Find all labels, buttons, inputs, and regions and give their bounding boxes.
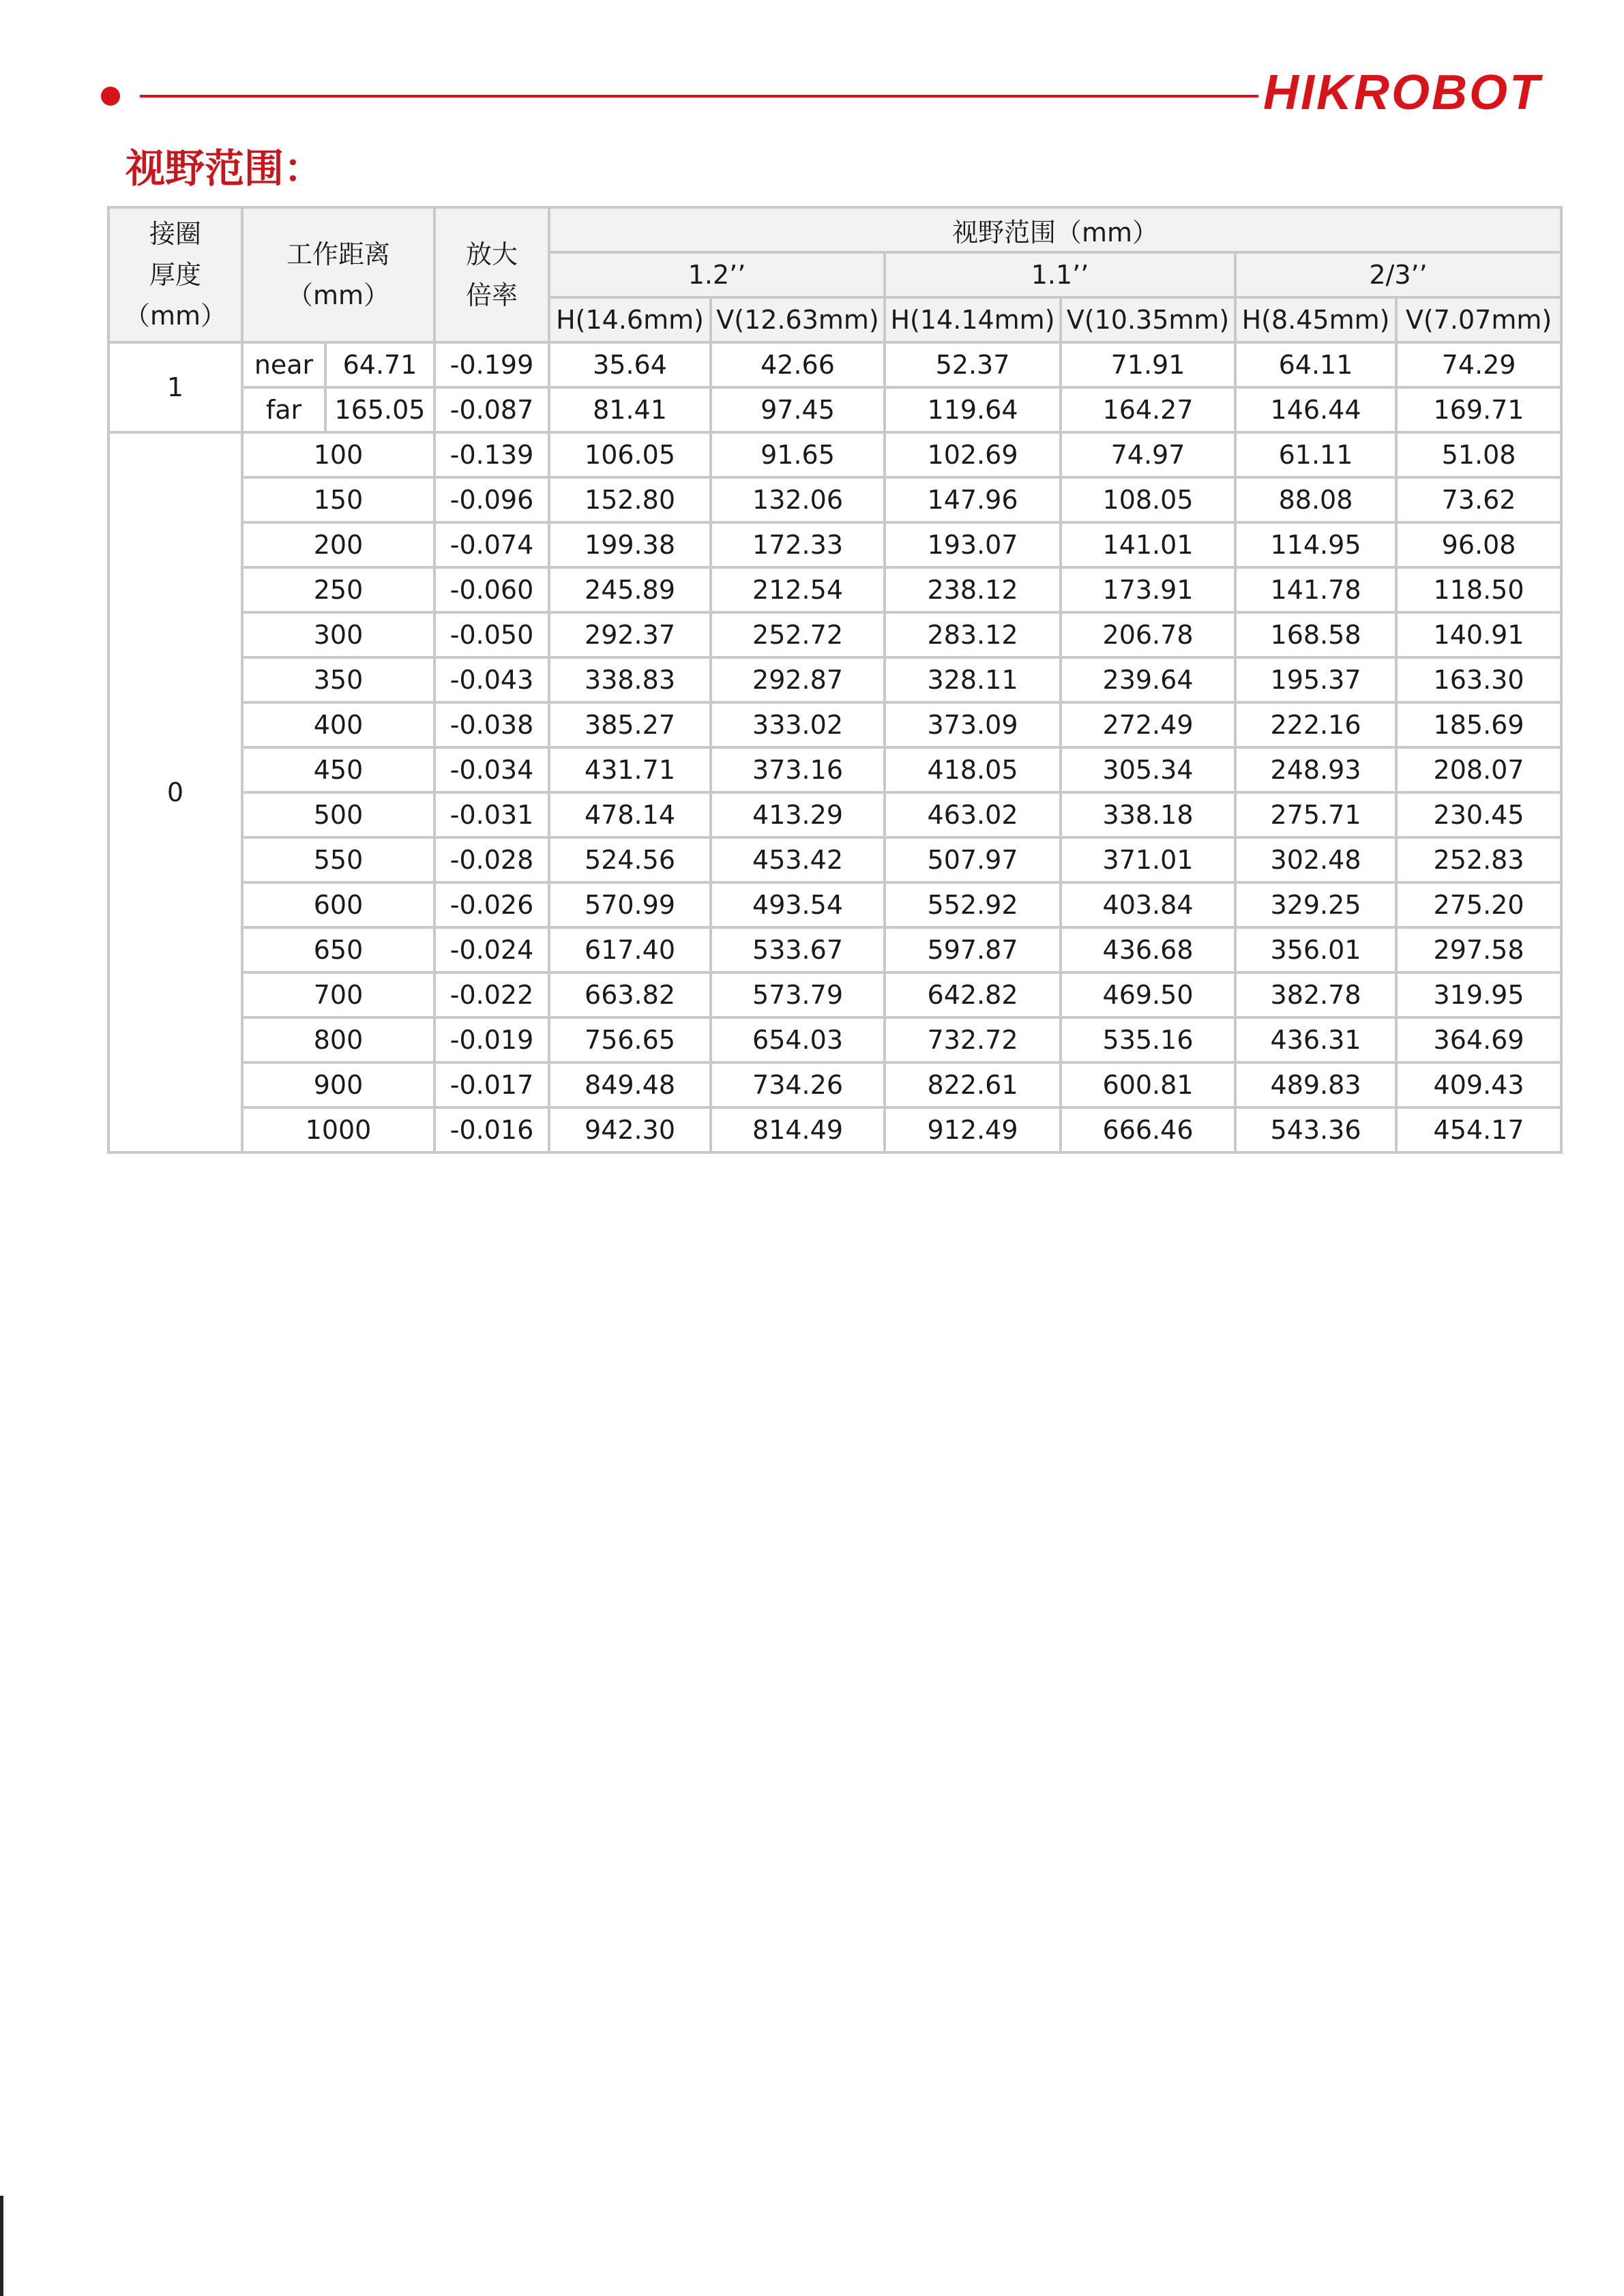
magnification-cell: -0.038 xyxy=(434,702,549,747)
fov-value-cell: 152.80 xyxy=(549,477,711,522)
fov-value-cell: 666.46 xyxy=(1061,1107,1235,1152)
fov-value-cell: 385.27 xyxy=(549,702,711,747)
fov-value-cell: 51.08 xyxy=(1396,432,1561,477)
working-distance-cell: 900 xyxy=(242,1062,434,1107)
col-ring-thickness xyxy=(108,207,242,342)
fov-value-cell: 942.30 xyxy=(549,1107,711,1152)
ring-thickness-cell: 0 xyxy=(108,432,242,1152)
fov-sub-header: V(7.07mm) xyxy=(1396,297,1561,342)
working-distance-cell: 250 xyxy=(242,567,434,612)
table-row xyxy=(108,927,1561,972)
magnification-cell: -0.026 xyxy=(434,882,549,927)
table-row xyxy=(108,522,1561,567)
working-distance-cell: 800 xyxy=(242,1017,434,1062)
fov-value-cell: 108.05 xyxy=(1061,477,1235,522)
fov-value-cell: 543.36 xyxy=(1235,1107,1396,1152)
fov-value-cell: 140.91 xyxy=(1396,612,1561,657)
fov-value-cell: 169.71 xyxy=(1396,387,1561,432)
fov-value-cell: 61.11 xyxy=(1235,432,1396,477)
fov-value-cell: 409.43 xyxy=(1396,1062,1561,1107)
fov-value-cell: 305.34 xyxy=(1061,747,1235,792)
fov-value-cell: 814.49 xyxy=(711,1107,885,1152)
fov-value-cell: 73.62 xyxy=(1396,477,1561,522)
fov-value-cell: 195.37 xyxy=(1235,657,1396,702)
fov-value-cell: 96.08 xyxy=(1396,522,1561,567)
table-row xyxy=(108,702,1561,747)
fov-value-cell: 52.37 xyxy=(885,342,1061,387)
fov-value-cell: 453.42 xyxy=(711,837,885,882)
fov-value-cell: 141.01 xyxy=(1061,522,1235,567)
fov-value-cell: 431.71 xyxy=(549,747,711,792)
col-wd-line: （mm） xyxy=(286,280,390,310)
fov-value-cell: 252.83 xyxy=(1396,837,1561,882)
fov-value-cell: 436.31 xyxy=(1235,1017,1396,1062)
fov-value-cell: 849.48 xyxy=(549,1062,711,1107)
table-row xyxy=(108,567,1561,612)
fov-sub-header: V(10.35mm) xyxy=(1061,297,1235,342)
col-ring-line: （mm） xyxy=(123,301,227,331)
fov-value-cell: 533.67 xyxy=(711,927,885,972)
fov-value-cell: 173.91 xyxy=(1061,567,1235,612)
working-distance-cell: 64.71 xyxy=(325,342,434,387)
fov-value-cell: 333.02 xyxy=(711,702,885,747)
fov-value-cell: 275.71 xyxy=(1235,792,1396,837)
fov-value-cell: 239.64 xyxy=(1061,657,1235,702)
table-row xyxy=(108,612,1561,657)
table-row xyxy=(108,1062,1561,1107)
logo-robot: ROBOT xyxy=(1354,65,1541,120)
logo-hik: HIK xyxy=(1263,65,1354,120)
fov-value-cell: 132.06 xyxy=(711,477,885,522)
fov-value-cell: 302.48 xyxy=(1235,837,1396,882)
fov-value-cell: 292.87 xyxy=(711,657,885,702)
table-row xyxy=(108,387,1561,432)
fov-value-cell: 454.17 xyxy=(1396,1107,1561,1152)
col-mag-line: 倍率 xyxy=(466,280,518,310)
table-row xyxy=(108,1107,1561,1152)
field-of-view-table xyxy=(107,206,1563,1154)
fov-value-cell: 418.05 xyxy=(885,747,1061,792)
fov-value-cell: 275.20 xyxy=(1396,882,1561,927)
fov-value-cell: 371.01 xyxy=(1061,837,1235,882)
col-ring-line: 厚度 xyxy=(149,260,201,290)
working-distance-cell: 300 xyxy=(242,612,434,657)
fov-value-cell: 91.65 xyxy=(711,432,885,477)
table-row xyxy=(108,882,1561,927)
fov-value-cell: 373.09 xyxy=(885,702,1061,747)
fov-value-cell: 297.58 xyxy=(1396,927,1561,972)
fov-value-cell: 292.37 xyxy=(549,612,711,657)
fov-value-cell: 206.78 xyxy=(1061,612,1235,657)
fov-value-cell: 463.02 xyxy=(885,792,1061,837)
fov-value-cell: 654.03 xyxy=(711,1017,885,1062)
working-distance-cell: 400 xyxy=(242,702,434,747)
fov-value-cell: 283.12 xyxy=(885,612,1061,657)
magnification-cell: -0.139 xyxy=(434,432,549,477)
table-row xyxy=(108,342,1561,387)
header-dot xyxy=(101,87,120,106)
fov-value-cell: 436.68 xyxy=(1061,927,1235,972)
distance-label-cell: near xyxy=(242,342,325,387)
magnification-cell: -0.031 xyxy=(434,792,549,837)
fov-value-cell: 163.30 xyxy=(1396,657,1561,702)
fov-value-cell: 663.82 xyxy=(549,972,711,1017)
working-distance-cell: 500 xyxy=(242,792,434,837)
working-distance-cell: 700 xyxy=(242,972,434,1017)
magnification-cell: -0.017 xyxy=(434,1062,549,1107)
magnification-cell: -0.019 xyxy=(434,1017,549,1062)
table-body xyxy=(108,342,1561,1152)
fov-value-cell: 118.50 xyxy=(1396,567,1561,612)
fov-value-cell: 208.07 xyxy=(1396,747,1561,792)
fov-value-cell: 552.92 xyxy=(885,882,1061,927)
table-head xyxy=(108,207,1561,342)
working-distance-cell: 100 xyxy=(242,432,434,477)
fov-value-cell: 245.89 xyxy=(549,567,711,612)
fov-value-cell: 493.54 xyxy=(711,882,885,927)
fov-value-cell: 230.45 xyxy=(1396,792,1561,837)
fov-value-cell: 507.97 xyxy=(885,837,1061,882)
working-distance-cell: 600 xyxy=(242,882,434,927)
magnification-cell: -0.022 xyxy=(434,972,549,1017)
fov-value-cell: 81.41 xyxy=(549,387,711,432)
fov-value-cell: 71.91 xyxy=(1061,342,1235,387)
fov-value-cell: 42.66 xyxy=(711,342,885,387)
fov-value-cell: 373.16 xyxy=(711,747,885,792)
col-working-distance xyxy=(242,207,434,342)
col-ring-line: 接圈 xyxy=(149,219,201,249)
working-distance-cell: 1000 xyxy=(242,1107,434,1152)
fov-value-cell: 329.25 xyxy=(1235,882,1396,927)
fov-value-cell: 524.56 xyxy=(549,837,711,882)
table-row xyxy=(108,477,1561,522)
working-distance-cell: 550 xyxy=(242,837,434,882)
magnification-cell: -0.043 xyxy=(434,657,549,702)
magnification-cell: -0.060 xyxy=(434,567,549,612)
fov-value-cell: 193.07 xyxy=(885,522,1061,567)
fov-value-cell: 222.16 xyxy=(1235,702,1396,747)
fov-value-cell: 164.27 xyxy=(1061,387,1235,432)
fov-value-cell: 403.84 xyxy=(1061,882,1235,927)
magnification-cell: -0.034 xyxy=(434,747,549,792)
fov-sub-header: V(12.63mm) xyxy=(711,297,885,342)
fov-value-cell: 597.87 xyxy=(885,927,1061,972)
fov-value-cell: 185.69 xyxy=(1396,702,1561,747)
fov-value-cell: 478.14 xyxy=(549,792,711,837)
fov-value-cell: 168.58 xyxy=(1235,612,1396,657)
magnification-cell: -0.016 xyxy=(434,1107,549,1152)
working-distance-cell: 200 xyxy=(242,522,434,567)
table-row xyxy=(108,837,1561,882)
header-rule xyxy=(140,95,1258,98)
table-row xyxy=(108,1017,1561,1062)
fov-value-cell: 328.11 xyxy=(885,657,1061,702)
working-distance-cell: 650 xyxy=(242,927,434,972)
magnification-cell: -0.028 xyxy=(434,837,549,882)
magnification-cell: -0.087 xyxy=(434,387,549,432)
fov-value-cell: 102.69 xyxy=(885,432,1061,477)
fov-value-cell: 356.01 xyxy=(1235,927,1396,972)
magnification-cell: -0.024 xyxy=(434,927,549,972)
fov-value-cell: 212.54 xyxy=(711,567,885,612)
table-row xyxy=(108,972,1561,1017)
fov-value-cell: 822.61 xyxy=(885,1062,1061,1107)
table-row xyxy=(108,792,1561,837)
fov-value-cell: 642.82 xyxy=(885,972,1061,1017)
fov-value-cell: 338.18 xyxy=(1061,792,1235,837)
fov-value-cell: 573.79 xyxy=(711,972,885,1017)
working-distance-cell: 450 xyxy=(242,747,434,792)
fov-value-cell: 734.26 xyxy=(711,1062,885,1107)
fov-value-cell: 489.83 xyxy=(1235,1062,1396,1107)
section-title: 视野范围： xyxy=(126,145,324,192)
fov-group-header: 视野范围（mm） xyxy=(549,207,1561,252)
hikrobot-logo xyxy=(1263,65,1541,120)
magnification-cell: -0.050 xyxy=(434,612,549,657)
fov-value-cell: 248.93 xyxy=(1235,747,1396,792)
fov-value-cell: 413.29 xyxy=(711,792,885,837)
working-distance-cell: 350 xyxy=(242,657,434,702)
working-distance-cell: 150 xyxy=(242,477,434,522)
magnification-cell: -0.096 xyxy=(434,477,549,522)
ring-thickness-cell: 1 xyxy=(108,342,242,432)
sensor-size-header: 1.1’’ xyxy=(885,252,1235,297)
col-wd-line: 工作距离 xyxy=(286,239,391,269)
fov-value-cell: 756.65 xyxy=(549,1017,711,1062)
fov-value-cell: 141.78 xyxy=(1235,567,1396,612)
fov-value-cell: 912.49 xyxy=(885,1107,1061,1152)
fov-value-cell: 338.83 xyxy=(549,657,711,702)
fov-sub-header: H(8.45mm) xyxy=(1235,297,1396,342)
fov-value-cell: 732.72 xyxy=(885,1017,1061,1062)
working-distance-cell: 165.05 xyxy=(325,387,434,432)
fov-value-cell: 88.08 xyxy=(1235,477,1396,522)
fov-value-cell: 617.40 xyxy=(549,927,711,972)
fov-value-cell: 172.33 xyxy=(711,522,885,567)
fov-value-cell: 570.99 xyxy=(549,882,711,927)
fov-value-cell: 74.97 xyxy=(1061,432,1235,477)
fov-value-cell: 147.96 xyxy=(885,477,1061,522)
fov-value-cell: 64.11 xyxy=(1235,342,1396,387)
distance-label-cell: far xyxy=(242,387,325,432)
magnification-cell: -0.199 xyxy=(434,342,549,387)
fov-value-cell: 97.45 xyxy=(711,387,885,432)
table-row xyxy=(108,747,1561,792)
sensor-size-header: 1.2’’ xyxy=(549,252,885,297)
fov-value-cell: 146.44 xyxy=(1235,387,1396,432)
fov-value-cell: 364.69 xyxy=(1396,1017,1561,1062)
fov-value-cell: 319.95 xyxy=(1396,972,1561,1017)
fov-value-cell: 106.05 xyxy=(549,432,711,477)
fov-value-cell: 35.64 xyxy=(549,342,711,387)
fov-value-cell: 238.12 xyxy=(885,567,1061,612)
fov-value-cell: 600.81 xyxy=(1061,1062,1235,1107)
fov-sub-header: H(14.14mm) xyxy=(885,297,1061,342)
page-edge-mark xyxy=(0,2196,3,2296)
fov-value-cell: 199.38 xyxy=(549,522,711,567)
table-row xyxy=(108,657,1561,702)
table-row xyxy=(108,432,1561,477)
col-magnification xyxy=(434,207,549,342)
fov-value-cell: 382.78 xyxy=(1235,972,1396,1017)
fov-value-cell: 74.29 xyxy=(1396,342,1561,387)
fov-value-cell: 114.95 xyxy=(1235,522,1396,567)
fov-value-cell: 119.64 xyxy=(885,387,1061,432)
fov-sub-header: H(14.6mm) xyxy=(549,297,711,342)
magnification-cell: -0.074 xyxy=(434,522,549,567)
col-mag-line: 放大 xyxy=(466,239,518,269)
fov-value-cell: 469.50 xyxy=(1061,972,1235,1017)
fov-value-cell: 272.49 xyxy=(1061,702,1235,747)
fov-value-cell: 252.72 xyxy=(711,612,885,657)
sensor-size-header: 2/3’’ xyxy=(1235,252,1561,297)
fov-value-cell: 535.16 xyxy=(1061,1017,1235,1062)
